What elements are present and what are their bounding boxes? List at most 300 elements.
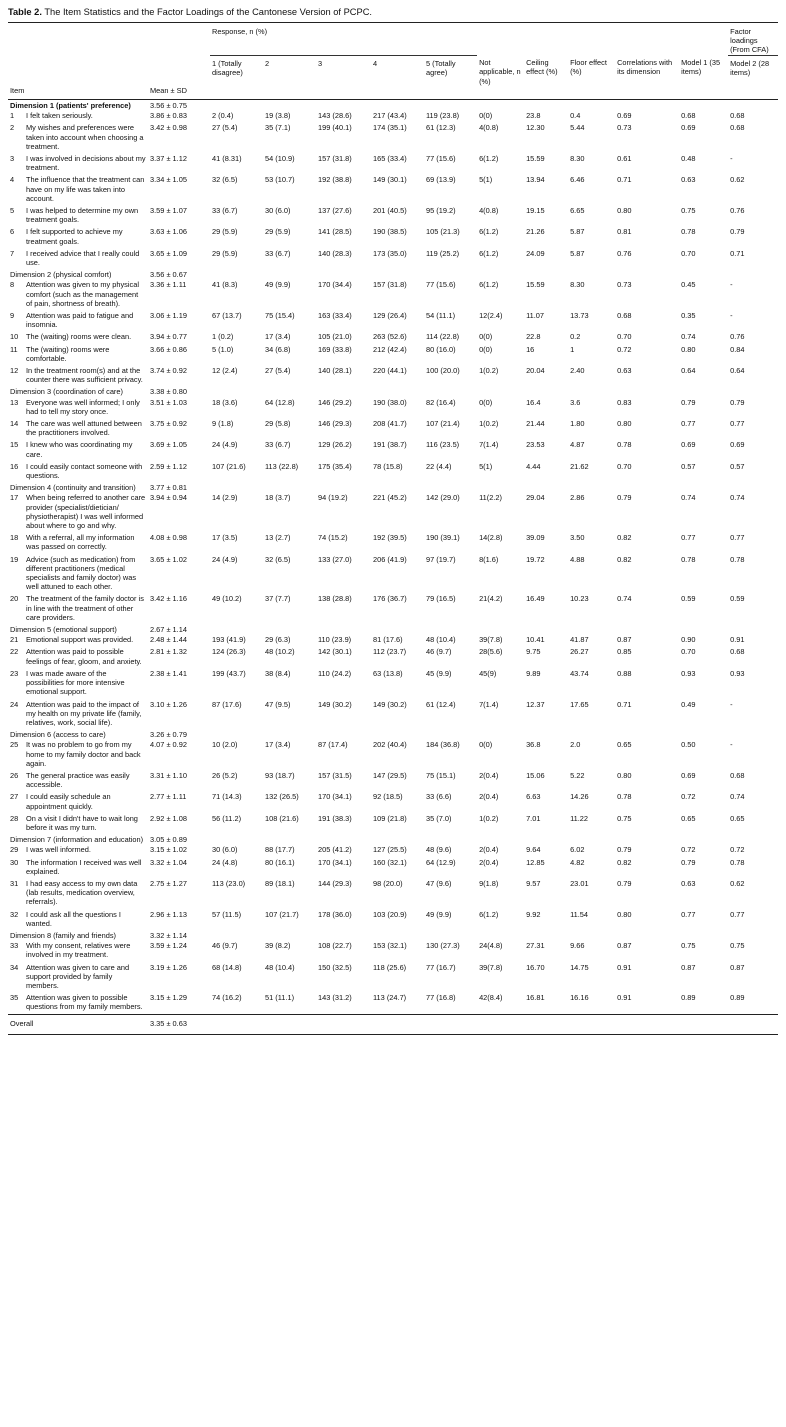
dimension-title: Dimension 5 (emotional support): [10, 625, 117, 635]
table-caption-text: The Item Statistics and the Factor Loadings of the Cantonese Version of PCPC.: [41, 7, 372, 17]
item-mean-sd: 2.75 ± 1.27: [150, 878, 187, 888]
header-not-applicable: Not applicable, n (%): [479, 58, 521, 86]
item-response-2: 88 (17.7): [265, 845, 295, 855]
item-correlation: 0.75: [617, 813, 632, 823]
item-response-4: 165 (33.4): [373, 153, 407, 163]
header-model-1: Model 1 (35 items): [681, 58, 721, 77]
table-figure: [8, 0, 778, 1035]
item-model-2-loading: -: [730, 740, 733, 750]
item-response-2: 33 (6.7): [265, 440, 291, 450]
item-mean-sd: 3.86 ± 0.83: [150, 111, 187, 121]
item-ceiling-effect: 13.94: [526, 175, 545, 185]
item-mean-sd: 2.96 ± 1.13: [150, 909, 187, 919]
item-mean-sd: 3.94 ± 0.94: [150, 493, 187, 503]
item-response-5: 119 (25.2): [426, 248, 460, 258]
table-row: [8, 857, 778, 878]
item-text: Attention was given to care and support provided by family members.: [26, 962, 130, 990]
item-correlation: 0.81: [617, 227, 632, 237]
item-response-4: 208 (41.7): [373, 419, 407, 429]
item-mean-sd: 3.65 ± 1.09: [150, 248, 187, 258]
item-floor-effect: 5.22: [570, 770, 585, 780]
table-row: [8, 331, 778, 343]
item-ceiling-effect: 9.64: [526, 845, 541, 855]
item-not-applicable: 0(0): [479, 111, 493, 121]
item-response-2: 80 (16.1): [265, 857, 295, 867]
item-number: 18: [10, 533, 19, 543]
item-text: The (waiting) rooms were clean.: [26, 332, 132, 342]
item-number: 8: [10, 280, 15, 290]
item-response-4: 103 (20.9): [373, 909, 407, 919]
item-ceiling-effect: 12.37: [526, 699, 545, 709]
header-spacer: [8, 55, 148, 86]
item-ceiling-effect: 15.59: [526, 153, 545, 163]
dimension-spacer: [210, 834, 778, 844]
item-mean-sd: 2.48 ± 1.44: [150, 635, 187, 645]
item-response-1: 17 (3.5): [212, 533, 238, 543]
item-mean-sd: 2.92 ± 1.08: [150, 813, 187, 823]
item-model-2-loading: 0.77: [730, 533, 745, 543]
item-response-2: 64 (12.8): [265, 397, 295, 407]
item-ceiling-effect: 20.04: [526, 366, 545, 375]
item-correlation: 0.65: [617, 740, 632, 750]
item-correlation: 0.69: [617, 111, 632, 121]
dimension-mean-sd: 2.67 ± 1.14: [150, 625, 187, 635]
dimension-title: Dimension 1 (patients' preference): [10, 100, 131, 110]
item-response-5: 190 (39.1): [426, 533, 460, 543]
item-response-4: 157 (31.8): [373, 280, 407, 290]
item-response-5: 116 (23.5): [426, 440, 460, 450]
item-mean-sd: 3.32 ± 1.04: [150, 857, 187, 867]
item-response-5: 48 (9.6): [426, 845, 452, 855]
item-text: I was well informed.: [26, 845, 91, 855]
dimension-spacer: [210, 930, 778, 940]
overall-spacer: [210, 1014, 778, 1034]
item-response-2: 107 (21.7): [265, 909, 299, 919]
item-response-3: 140 (28.1): [318, 366, 352, 375]
item-floor-effect: 2.86: [570, 493, 585, 503]
item-response-5: 119 (23.8): [426, 111, 460, 121]
item-correlation: 0.78: [617, 440, 632, 450]
dimension-spacer: [210, 99, 778, 110]
item-response-3: 138 (28.8): [318, 594, 352, 604]
dimension-spacer: [210, 624, 778, 634]
item-response-2: 49 (9.9): [265, 280, 291, 290]
item-response-3: 144 (29.3): [318, 878, 352, 888]
item-not-applicable: 12(2.4): [479, 310, 503, 320]
table-row: [8, 492, 778, 532]
item-response-1: 24 (4.8): [212, 857, 238, 867]
item-response-3: 169 (33.8): [318, 344, 352, 354]
item-ceiling-effect: 6.63: [526, 792, 541, 802]
item-response-1: 9 (1.8): [212, 419, 234, 429]
item-model-1-loading: 0.89: [681, 993, 696, 1003]
item-response-2: 34 (6.8): [265, 344, 291, 354]
header-spacer: [477, 23, 728, 56]
item-response-5: 49 (9.9): [426, 909, 452, 919]
item-model-2-loading: 0.89: [730, 993, 745, 1003]
item-not-applicable: 45(9): [479, 668, 497, 678]
item-model-2-loading: 0.69: [730, 440, 745, 450]
item-floor-effect: 3.50: [570, 533, 585, 543]
item-number: 10: [10, 332, 19, 342]
table-row: [8, 992, 778, 1014]
item-ceiling-effect: 36.8: [526, 740, 541, 750]
item-response-4: 201 (40.5): [373, 205, 407, 215]
item-not-applicable: 0(0): [479, 397, 493, 407]
item-response-1: 193 (41.9): [212, 635, 246, 645]
item-not-applicable: 1(0.2): [479, 813, 499, 823]
item-not-applicable: 0(0): [479, 740, 493, 750]
item-model-2-loading: -: [730, 280, 733, 290]
item-response-5: 130 (27.3): [426, 941, 460, 951]
item-response-4: 147 (29.5): [373, 770, 407, 780]
item-model-1-loading: 0.50: [681, 740, 696, 750]
table-row: [8, 813, 778, 834]
item-ceiling-effect: 15.06: [526, 770, 545, 780]
item-model-2-loading: 0.68: [730, 123, 745, 133]
item-response-2: 37 (7.7): [265, 594, 291, 604]
item-response-3: 199 (40.1): [318, 123, 352, 133]
item-ceiling-effect: 39.09: [526, 533, 545, 543]
item-model-1-loading: 0.77: [681, 419, 696, 429]
item-model-2-loading: 0.74: [730, 493, 745, 503]
overall-row: [8, 1014, 778, 1034]
header-response-4: 4: [373, 58, 378, 68]
item-response-4: 149 (30.2): [373, 699, 407, 709]
item-text: My wishes and preferences were taken into account when choosing a treatment.: [26, 123, 144, 151]
item-response-4: 217 (43.4): [373, 111, 407, 121]
item-response-1: 1 (0.2): [212, 332, 234, 342]
item-correlation: 0.71: [617, 175, 632, 185]
item-correlation: 0.85: [617, 647, 632, 657]
item-response-4: 174 (35.1): [373, 123, 407, 133]
item-ceiling-effect: 23.8: [526, 111, 541, 121]
dimension-title: Dimension 2 (physical comfort): [10, 270, 112, 280]
header-item: Item: [8, 86, 148, 100]
item-mean-sd: 3.06 ± 1.19: [150, 310, 187, 320]
item-response-1: 5 (1.0): [212, 344, 234, 354]
item-model-2-loading: 0.77: [730, 419, 745, 429]
item-ceiling-effect: 16: [526, 344, 535, 354]
header-spacer: [8, 23, 148, 56]
item-model-2-loading: 0.68: [730, 111, 745, 121]
item-floor-effect: 17.65: [570, 699, 589, 709]
item-not-applicable: 6(1.2): [479, 280, 499, 290]
item-model-2-loading: 0.68: [730, 647, 745, 657]
item-response-3: 143 (28.6): [318, 111, 352, 121]
item-response-3: 175 (35.4): [318, 461, 352, 471]
dimension-row: [8, 482, 778, 492]
item-text: I felt taken seriously.: [26, 111, 93, 121]
item-mean-sd: 3.63 ± 1.06: [150, 227, 187, 237]
item-number: 15: [10, 440, 19, 450]
item-response-1: 30 (6.0): [212, 845, 238, 855]
item-floor-effect: 13.73: [570, 310, 589, 320]
item-floor-effect: 0.2: [570, 332, 581, 342]
item-ceiling-effect: 10.41: [526, 635, 545, 645]
item-model-2-loading: 0.62: [730, 175, 745, 185]
item-response-3: 141 (28.5): [318, 227, 352, 237]
item-response-3: 137 (27.6): [318, 205, 352, 215]
item-not-applicable: 2(0.4): [479, 845, 499, 855]
item-response-4: 118 (25.6): [373, 962, 407, 972]
item-response-3: 146 (29.3): [318, 419, 352, 429]
item-not-applicable: 1(0.2): [479, 419, 499, 429]
item-number: 6: [10, 227, 15, 237]
item-response-1: 29 (5.9): [212, 227, 238, 237]
table-row: [8, 844, 778, 856]
item-correlation: 0.68: [617, 310, 632, 320]
header-spacer: [210, 86, 778, 100]
item-not-applicable: 6(1.2): [479, 909, 499, 919]
item-response-3: 94 (19.2): [318, 493, 348, 503]
item-model-2-loading: 0.68: [730, 770, 745, 780]
item-response-5: 33 (6.6): [426, 792, 452, 802]
item-model-1-loading: 0.72: [681, 845, 696, 855]
item-model-1-loading: 0.74: [681, 493, 696, 503]
item-response-1: 24 (4.9): [212, 554, 238, 564]
item-model-2-loading: 0.76: [730, 205, 745, 215]
item-response-2: 47 (9.5): [265, 699, 291, 709]
item-model-2-loading: 0.59: [730, 594, 745, 604]
table-row: [8, 439, 778, 460]
item-floor-effect: 6.46: [570, 175, 585, 185]
item-response-4: 206 (41.9): [373, 554, 407, 564]
item-mean-sd: 3.51 ± 1.03: [150, 397, 187, 407]
item-text: Attention was paid to the impact of my health on my private life (family, relatives, work, social life).: [26, 699, 142, 727]
item-correlation: 0.82: [617, 554, 632, 564]
item-mean-sd: 2.81 ± 1.32: [150, 647, 187, 657]
table-row: [8, 226, 778, 247]
item-text: I was made aware of the possibilities for more intensive emotional support.: [26, 668, 125, 697]
item-ceiling-effect: 21.26: [526, 227, 545, 237]
item-response-2: 33 (6.7): [265, 248, 291, 258]
table-row: [8, 909, 778, 930]
table-row: [8, 554, 778, 594]
item-floor-effect: 3.6: [570, 397, 581, 407]
item-not-applicable: 28(5.6): [479, 647, 503, 657]
item-floor-effect: 1: [570, 344, 575, 354]
item-floor-effect: 6.02: [570, 845, 585, 855]
item-response-1: 74 (16.2): [212, 993, 242, 1003]
item-number: 17: [10, 493, 19, 503]
item-text: Attention was paid to fatigue and insomnia.: [26, 310, 134, 330]
item-ceiling-effect: 29.04: [526, 493, 545, 503]
item-model-1-loading: 0.74: [681, 332, 696, 342]
item-floor-effect: 4.82: [570, 857, 585, 867]
item-floor-effect: 5.87: [570, 227, 585, 237]
item-mean-sd: 2.77 ± 1.11: [150, 792, 187, 802]
item-text: In the treatment room(s) and at the counter there was sufficient privacy.: [26, 366, 143, 385]
header-response-1: 1 (Totally disagree): [212, 58, 243, 77]
item-response-4: 220 (44.1): [373, 366, 407, 375]
item-text: The influence that the treatment can have on my life was taken into account.: [26, 175, 145, 203]
table-header: [8, 23, 778, 100]
item-not-applicable: 2(0.4): [479, 770, 499, 780]
item-model-2-loading: 0.62: [730, 878, 745, 888]
item-response-3: 191 (38.3): [318, 813, 352, 823]
dimension-mean-sd: 3.32 ± 1.14: [150, 930, 187, 940]
item-floor-effect: 21.62: [570, 461, 589, 471]
item-response-5: 47 (9.6): [426, 878, 452, 888]
item-not-applicable: 7(1.4): [479, 440, 499, 450]
item-response-5: 107 (21.4): [426, 419, 460, 429]
item-response-4: 113 (24.7): [373, 993, 407, 1003]
item-mean-sd: 3.75 ± 0.92: [150, 419, 187, 429]
header-spacer: [148, 23, 210, 56]
item-not-applicable: 2(0.4): [479, 792, 499, 802]
item-ceiling-effect: 24.09: [526, 248, 545, 258]
item-not-applicable: 5(1): [479, 461, 493, 471]
dimension-title: Dimension 6 (access to care): [10, 730, 106, 740]
item-floor-effect: 2.40: [570, 366, 585, 375]
item-response-5: 184 (36.8): [426, 740, 460, 750]
item-model-1-loading: 0.68: [681, 111, 696, 121]
item-response-5: 79 (16.5): [426, 594, 456, 604]
item-response-1: 57 (11.5): [212, 909, 242, 919]
dimension-mean-sd: 3.05 ± 0.89: [150, 835, 187, 845]
item-number: 9: [10, 310, 15, 320]
dimension-spacer: [210, 482, 778, 492]
item-number: 22: [10, 647, 19, 657]
item-model-2-loading: 0.75: [730, 941, 745, 951]
item-number: 30: [10, 857, 19, 867]
table-row: [8, 310, 778, 331]
item-number: 29: [10, 845, 19, 855]
item-mean-sd: 3.36 ± 1.11: [150, 280, 187, 290]
item-response-2: 132 (26.5): [265, 792, 299, 802]
item-number: 3: [10, 153, 15, 163]
header-ceiling-effect: Ceiling effect (%): [526, 58, 558, 77]
item-floor-effect: 26.27: [570, 647, 589, 657]
item-response-5: 77 (15.6): [426, 280, 456, 290]
dimension-mean-sd: 3.77 ± 0.81: [150, 483, 187, 493]
item-response-1: 41 (8.31): [212, 153, 242, 163]
item-mean-sd: 3.66 ± 0.86: [150, 344, 187, 354]
item-correlation: 0.87: [617, 635, 632, 645]
item-ceiling-effect: 7.01: [526, 813, 541, 823]
item-number: 2: [10, 123, 15, 133]
item-correlation: 0.80: [617, 419, 632, 429]
item-number: 7: [10, 248, 15, 258]
dimension-row: [8, 386, 778, 396]
table-row: [8, 248, 778, 269]
item-mean-sd: 2.59 ± 1.12: [150, 461, 187, 471]
item-not-applicable: 39(7.8): [479, 635, 503, 645]
item-response-4: 112 (23.7): [373, 647, 407, 657]
item-floor-effect: 4.88: [570, 554, 585, 564]
item-text: Advice (such as medication) from different practitioners (medical specialists and family doctor) was well attuned to each other.: [26, 554, 137, 592]
item-model-2-loading: 0.79: [730, 397, 745, 407]
item-model-2-loading: -: [730, 153, 733, 163]
item-response-5: 54 (11.1): [426, 310, 456, 320]
item-text: I had easy access to my own data (lab results, medication overview, referrals).: [26, 878, 138, 907]
item-response-4: 192 (39.5): [373, 533, 407, 543]
overall-label: Overall: [8, 1014, 148, 1034]
item-not-applicable: 1(0.2): [479, 366, 499, 375]
item-response-1: 56 (11.2): [212, 813, 242, 823]
item-response-1: 124 (26.3): [212, 647, 246, 657]
item-ceiling-effect: 4.44: [526, 461, 541, 471]
item-model-2-loading: 0.65: [730, 813, 745, 823]
item-number: 20: [10, 594, 19, 604]
header-mean-sd: Mean ± SD: [148, 86, 210, 100]
item-model-2-loading: 0.91: [730, 635, 745, 645]
item-mean-sd: 4.08 ± 0.98: [150, 533, 187, 543]
item-model-2-loading: 0.84: [730, 344, 745, 354]
item-response-4: 190 (38.5): [373, 227, 407, 237]
item-response-4: 191 (38.7): [373, 440, 407, 450]
item-floor-effect: 8.30: [570, 153, 585, 163]
item-model-1-loading: 0.63: [681, 175, 696, 185]
item-model-1-loading: 0.35: [681, 310, 696, 320]
item-mean-sd: 3.15 ± 1.29: [150, 993, 187, 1003]
item-response-3: 178 (36.0): [318, 909, 352, 919]
item-response-3: 133 (27.0): [318, 554, 352, 564]
item-response-2: 29 (5.8): [265, 419, 291, 429]
dimension-spacer: [210, 729, 778, 739]
item-number: 33: [10, 941, 19, 951]
item-response-2: 54 (10.9): [265, 153, 295, 163]
item-model-2-loading: 0.78: [730, 857, 745, 867]
item-response-4: 149 (30.1): [373, 175, 407, 185]
item-response-5: 80 (16.0): [426, 344, 456, 354]
item-floor-effect: 6.65: [570, 205, 585, 215]
item-correlation: 0.79: [617, 845, 632, 855]
item-text: I was involved in decisions about my treatment.: [26, 153, 146, 173]
item-response-1: 33 (6.7): [212, 205, 238, 215]
item-not-applicable: 6(1.2): [479, 153, 499, 163]
dimension-row: [8, 624, 778, 634]
item-text: I could easily schedule an appointment quickly.: [26, 792, 111, 811]
item-text: On a visit I didn't have to wait long before it was my turn.: [26, 813, 138, 832]
header-correlations: Correlations with its dimension: [617, 58, 673, 77]
item-floor-effect: 23.01: [570, 878, 589, 888]
item-response-3: 105 (21.0): [318, 332, 352, 342]
item-model-1-loading: 0.57: [681, 461, 696, 471]
item-response-2: 53 (10.7): [265, 175, 295, 185]
table-row: [8, 174, 778, 205]
header-response-5: 5 (Totally agree): [426, 58, 456, 77]
item-response-5: 100 (20.0): [426, 366, 460, 375]
item-response-4: 78 (15.8): [373, 461, 403, 471]
item-not-applicable: 9(1.8): [479, 878, 499, 888]
dimension-row: [8, 834, 778, 844]
table-row: [8, 397, 778, 418]
item-model-2-loading: 0.72: [730, 845, 745, 855]
item-correlation: 0.70: [617, 332, 632, 342]
item-response-5: 61 (12.4): [426, 699, 456, 709]
item-not-applicable: 0(0): [479, 344, 493, 354]
item-number: 25: [10, 740, 19, 750]
item-number: 1: [10, 111, 15, 121]
item-model-1-loading: 0.48: [681, 153, 696, 163]
item-response-2: 17 (3.4): [265, 332, 291, 342]
item-response-1: 113 (23.0): [212, 878, 246, 888]
item-response-2: 17 (3.4): [265, 740, 291, 750]
item-correlation: 0.70: [617, 461, 632, 471]
item-response-2: 75 (15.4): [265, 310, 295, 320]
table-row: [8, 344, 778, 365]
item-model-2-loading: 0.71: [730, 248, 745, 258]
header-response-group: Response, n (%): [210, 23, 477, 56]
dimension-row: [8, 729, 778, 739]
item-correlation: 0.73: [617, 280, 632, 290]
item-ceiling-effect: 16.70: [526, 962, 545, 972]
table-row: [8, 153, 778, 174]
item-model-2-loading: 0.87: [730, 962, 745, 972]
item-model-2-loading: 0.78: [730, 554, 745, 564]
